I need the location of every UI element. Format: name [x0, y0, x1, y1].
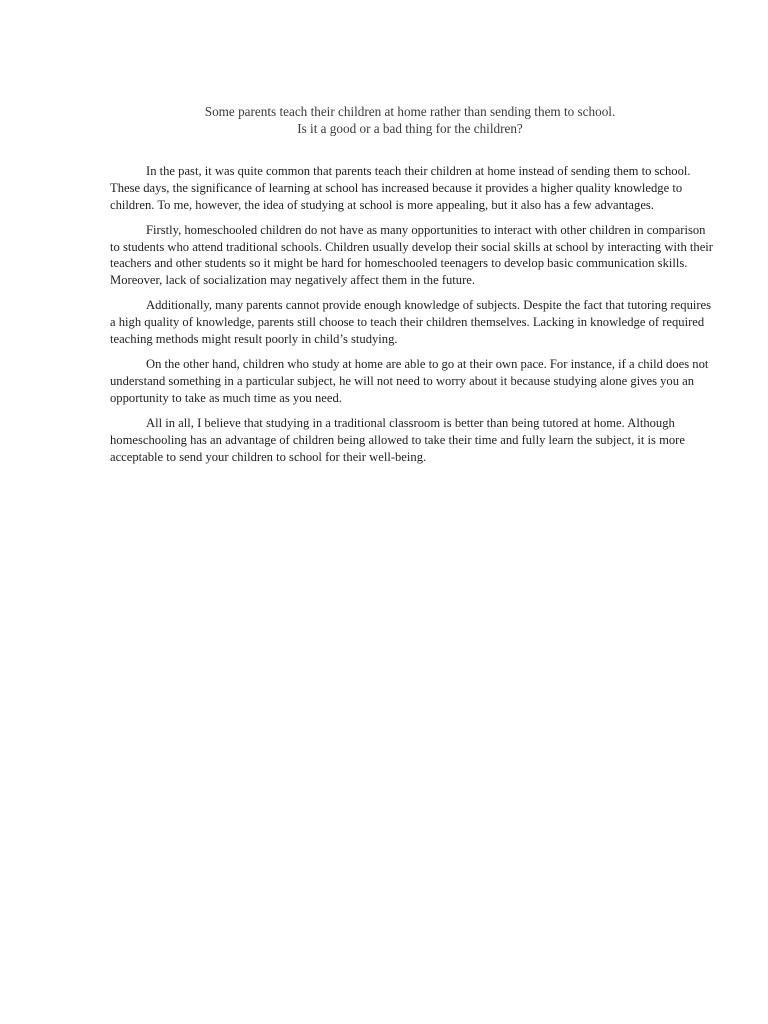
- paragraph-introduction: In the past, it was quite common that parents teach their children at home instead of sending them to school. These days, the significance of learning at school has increased because it provides a higher quality knowledge to children. To me, however, the idea of studying at school is more appealing, but it also has a few advantages.: [110, 164, 691, 212]
- essay-title: [110, 103, 710, 137]
- paragraph-parent-knowledge: Additionally, many parents cannot provide enough knowledge of subjects. Despite the fact that tutoring requires a high quality of knowledge, parents still choose to teach their children themselves. Lacking in knowledge of required teaching methods might result poorly in child’s studying.: [110, 298, 712, 346]
- paragraph-conclusion: All in all, I believe that studying in a traditional classroom is better than being tutored at home. Although homeschooling has an advantage of children being allowed to take their time and fully learn the subject, it is more acceptable to send your children to school for their well-being.: [110, 415, 685, 464]
- paragraph-socialization: Firstly, homeschooled children do not have as many opportunities to interact with other children in comparison to students who attend traditional schools. Children usually develop their social skills at school by interacting with their teachers and other students so it might be hard for homeschooled teenagers to develop basic communication skills. Moreover, lack of socialization may negatively affect them in the future.: [110, 222, 713, 288]
- paragraph-own-pace: On the other hand, children who study at home are able to go at their own pace. For instance, if a child does not understand something in a particular subject, he will not need to worry about it because studying alone gives you an opportunity to take as much time as you need.: [110, 357, 709, 405]
- essay-body: [110, 163, 714, 474]
- essay-title-line-2: Is it a good or a bad thing for the children?: [297, 121, 523, 136]
- essay-title-line-1: Some parents teach their children at home rather than sending them to school.: [204, 104, 616, 119]
